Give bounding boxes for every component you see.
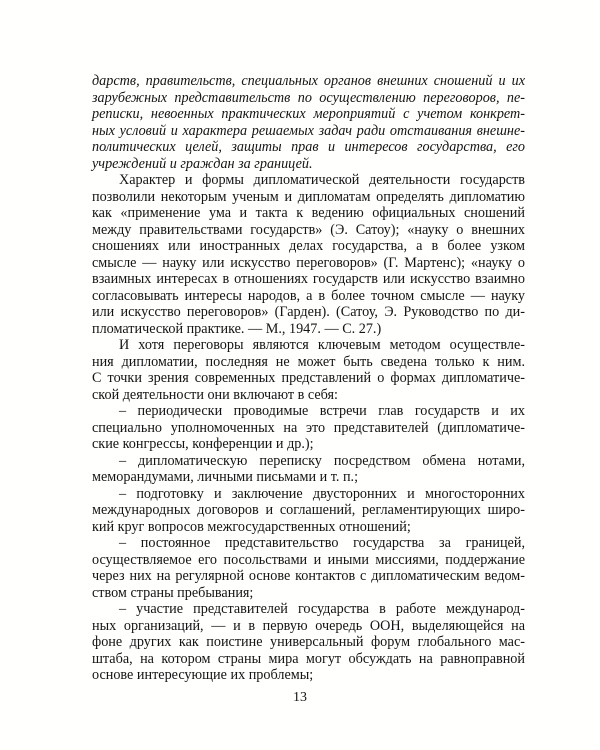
text-line: ством страны пребывания; [92,584,254,601]
text-line: учреждений и граждан за границей. [92,155,313,172]
text-line: взаимных интересах в отношениях государств или искусство взаимно [92,271,525,287]
text-line: Характер и формы дипломатической деятельности государств [119,172,525,188]
text-line: кий круг вопросов межгосударственных отношений; [92,518,411,535]
text-line: С точки зрения современных представлений о формах дипломатиче- [92,370,525,386]
text-line: согласовывать интересы народов, а в более точном смысле — науку [92,287,525,304]
text-line: позволили некоторым ученым и дипломатам определять дипломатию [92,188,525,205]
text-line: фоне других как поистине универсальный форум глобального мас- [92,634,525,650]
text-line: пломатической практике. — М., 1947. — С. 27.) [92,320,382,337]
text-line: меморандумами, личными письмами и т. п.; [92,469,359,485]
text-line: осуществляемое его посольствами и иными миссиями, поддержание [92,551,525,568]
text-line: ской деятельности они включают в себя: [92,386,338,403]
page-number: 13 [293,689,307,705]
text-line: ния дипломатии, последняя не может быть сведена только к ним. [92,353,525,370]
text-line: И хотя переговоры являются ключевым методом осуществле- [119,337,525,353]
text-line: политических целей, защиты прав и интересов государства, его [92,139,525,155]
text-line: сношениях или иностранных делах государства, а в более узком [92,238,525,254]
list-item-line: – подготовку и заключение двусторонних и многосторонних [119,485,525,502]
text-line: реписки, невоенных практических мероприятий с учетом конкрет- [92,106,525,122]
text-line: или искусство переговоров» (Гарден). (Сатоу, Э. Руководство по ди- [92,304,525,320]
text-line: штаба, на котором страны мира могут обсуждать на равноправной [92,650,525,667]
text-line: ных организаций, — и в первую очередь ООН, выделяющейся на [92,617,525,634]
text-line: смысле — науку или искусство переговоров» (Г. Мартенс); «науку о [92,254,525,271]
text-line: основе интересующие их проблемы; [92,667,314,683]
text-line: зарубежных представительств по осуществлению переговоров, пе- [92,89,525,106]
list-item-line: – участие представителей государства в работе международ- [119,601,525,617]
list-item-line: – дипломатическую переписку посредством обмена нотами, [119,452,525,469]
list-item-line: – периодически проводимые встречи глав государств и их [119,403,525,419]
text-line: ские конгрессы, конференции и др.); [92,436,314,452]
text-line: ных условий и характера решаемых задач ради отстаивания внешне- [92,122,525,139]
text-line: дарств, правительств, специальных органов внешних сношений и их [92,73,525,89]
text-line: международных договоров и соглашений, регламентирующих широ- [92,502,525,518]
list-item-line: – постоянное представительство государства за границей, [119,535,525,551]
text-line: как «применение ума и такта к ведению официальных сношений [92,205,525,221]
text-line: специально уполномоченных на это представителей (дипломатиче- [92,419,525,436]
text-line: через них на регулярной основе контактов с дипломатическим ведом- [92,568,525,584]
text-line: между правительствами государств» (Э. Сатоу); «науку о внешних [92,221,525,238]
